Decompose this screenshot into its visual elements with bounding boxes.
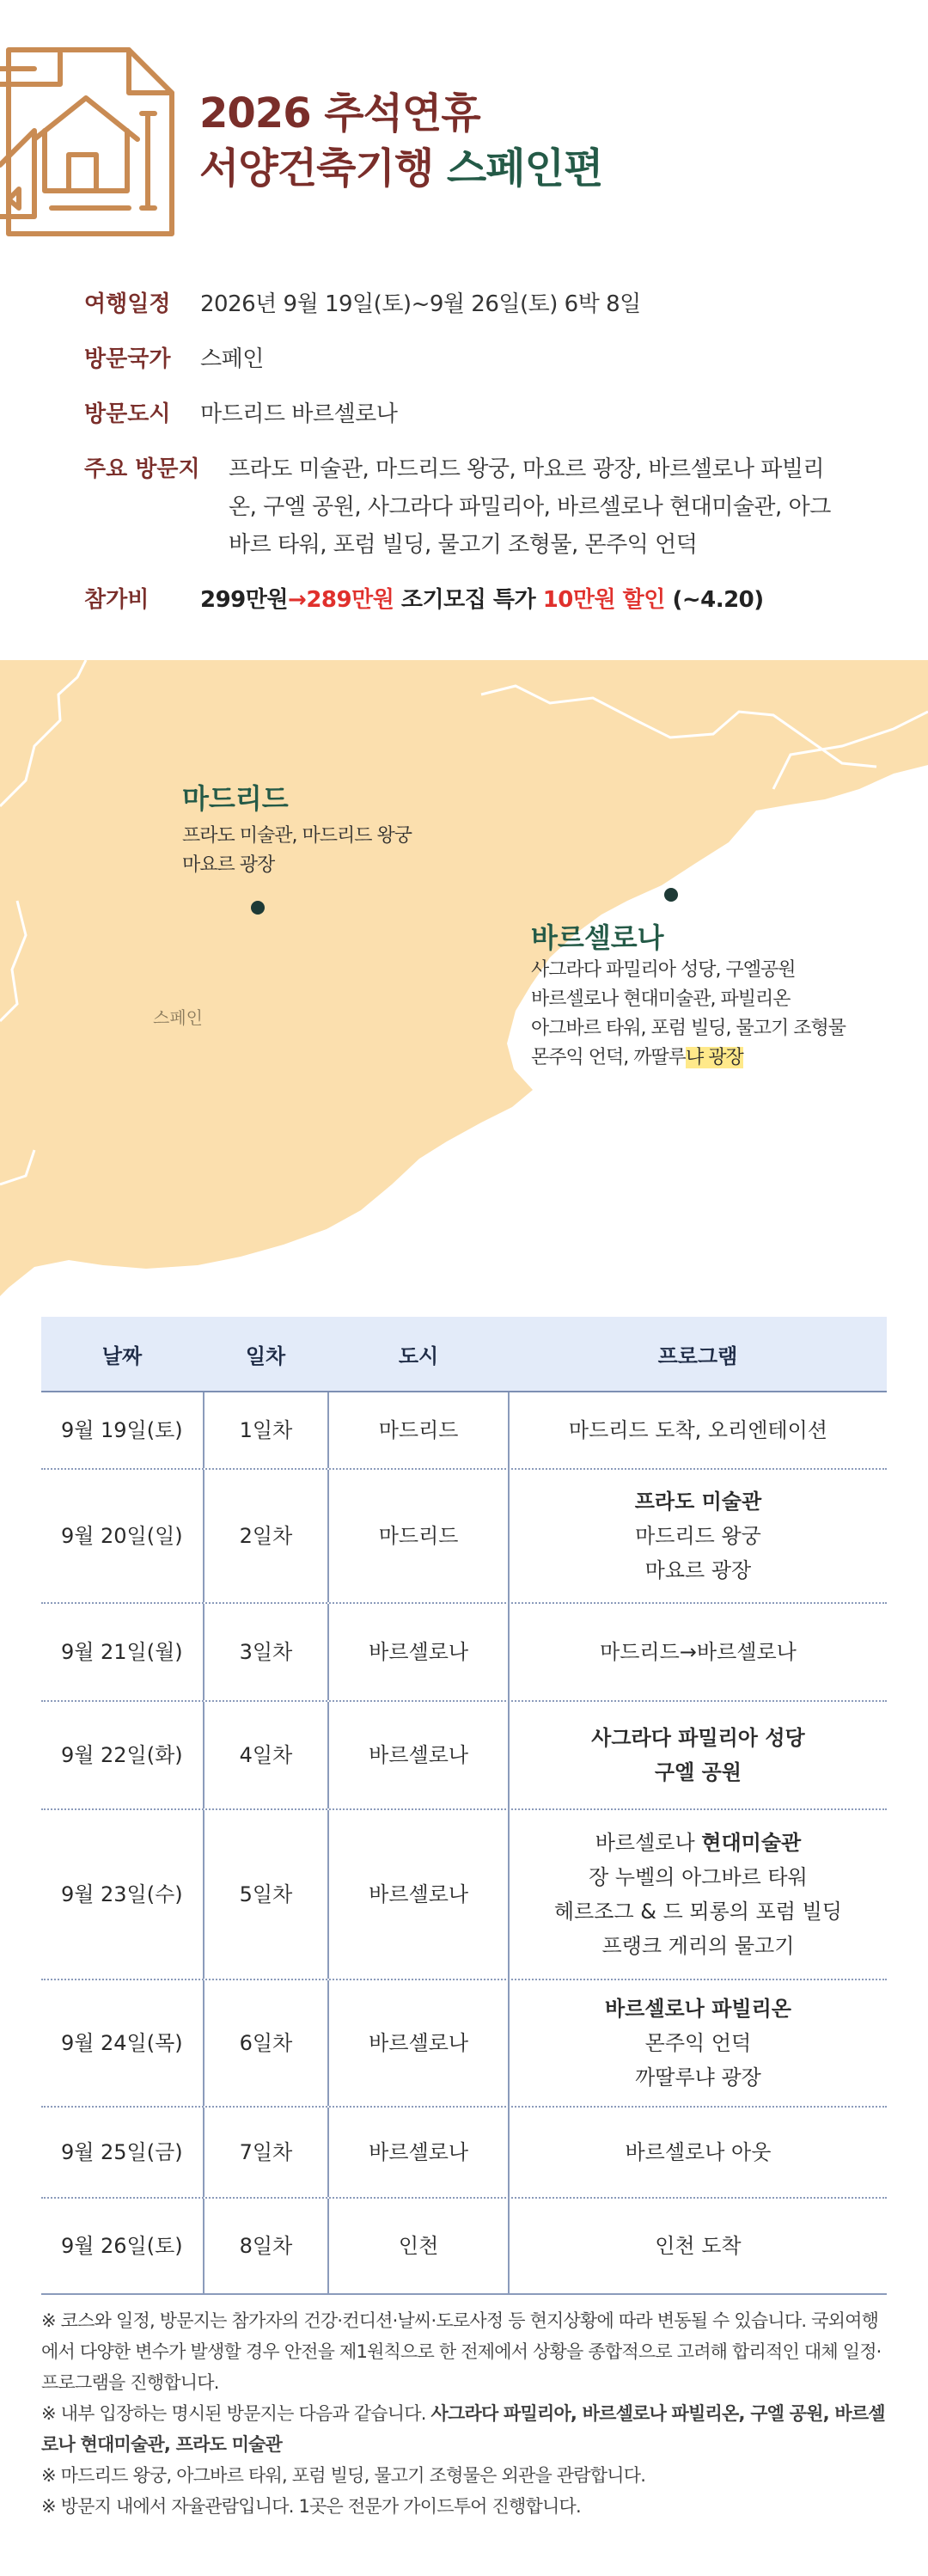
fee-value: [200, 581, 764, 619]
cell-day: 5일차: [203, 1810, 330, 1979]
info-period: [84, 285, 858, 323]
info-fee: [84, 581, 858, 619]
period-label: 여행일정: [84, 291, 171, 317]
cell-program: [510, 2199, 887, 2293]
header-city: 도시: [398, 1343, 439, 1368]
table-row: [41, 1980, 887, 2108]
cell-date: 9월 21일(월): [60, 1640, 183, 1664]
note-2-text: ※ 내부 입장하는 명시된 방문지는 다음과 같습니다.: [41, 2403, 431, 2424]
program-line: 바르셀로나 파빌리온: [604, 1997, 791, 2021]
barcelona-desc-line: [531, 1043, 846, 1073]
program-line: 마요르 광장: [644, 1558, 752, 1582]
sites-line: 온, 구엘 공원, 사그라다 파밀리아, 바르셀로나 현대미술관, 아그: [229, 494, 831, 520]
cell-city: 바르셀로나: [329, 1702, 510, 1808]
cell-city: 마드리드: [329, 1392, 510, 1468]
schedule-table: [41, 1317, 887, 2295]
fee-old: 299만원: [200, 587, 289, 613]
title-line-2b: 스페인편: [446, 144, 603, 193]
program-line: 헤르조그 & 드 뫼롱의 포럼 빌딩: [553, 1900, 842, 1924]
program-line: 인천 도착: [655, 2234, 742, 2258]
fee-new: 289만원: [306, 587, 394, 613]
info-sites: [84, 450, 858, 564]
table-row: [41, 1604, 887, 1702]
country-label: 방문국가: [84, 346, 171, 372]
cell-city: 바르셀로나: [329, 1604, 510, 1700]
route-map: [0, 660, 928, 1296]
barcelona-desc-line-4b: 냐 광장: [686, 1047, 743, 1068]
program-line-b: 현대미술관: [701, 1831, 802, 1855]
table-row: [41, 1392, 887, 1470]
cell-day: 1일차: [203, 1392, 330, 1468]
madrid-name: 마드리드: [182, 782, 289, 815]
program-line: 몬주익 언덕: [644, 2031, 752, 2055]
program-line: 마드리드 도착, 오리엔테이션: [568, 1418, 827, 1442]
note-3: ※ 마드리드 왕궁, 아그바르 타워, 포럼 빌딩, 물고기 조형물은 외관을 관람합니다.: [41, 2465, 646, 2486]
program-line: 사그라다 파밀리아 성당: [591, 1726, 805, 1750]
barcelona-desc-line: 아그바르 타워, 포럼 빌딩, 물고기 조형물: [531, 1018, 846, 1039]
fee-arrow: →: [288, 587, 307, 613]
program-line: 구엘 공원: [654, 1760, 742, 1784]
note-2: [41, 2398, 887, 2460]
fee-until: (~4.20): [664, 587, 764, 613]
cell-date: 9월 20일(일): [60, 1524, 183, 1548]
note-2-sites: 사그라다 파밀리아, 바르셀로나 파빌리온, 구엘 공원, 바르셀로나 현대미술관, 프라도 미술관: [41, 2403, 885, 2455]
architecture-blueprint-icon: [0, 45, 176, 239]
cell-program: [510, 1392, 887, 1468]
note-4: ※ 방문지 내에서 자율관람입니다. 1곳은 전문가 가이드투어 진행합니다.: [41, 2496, 581, 2517]
cell-date: 9월 23일(수): [60, 1882, 183, 1906]
table-row: [41, 2199, 887, 2295]
cell-program: [510, 2108, 887, 2197]
program-line: 바르셀로나 아웃: [625, 2140, 772, 2164]
sites-value: [229, 450, 831, 564]
barcelona-name: 바르셀로나: [531, 921, 664, 954]
info-cities: [84, 395, 858, 433]
cell-day: 2일차: [203, 1470, 330, 1602]
cell-city: 바르셀로나: [329, 1810, 510, 1979]
barcelona-desc: [531, 956, 846, 1073]
header-day: 일차: [245, 1343, 286, 1368]
program-line: 프라도 미술관: [634, 1490, 762, 1514]
table-row: [41, 1702, 887, 1810]
title-line-2a: 서양건축기행: [199, 144, 447, 193]
title-line-2: [199, 141, 602, 196]
cell-date: 9월 19일(토): [60, 1418, 183, 1442]
cell-day: 8일차: [203, 2199, 330, 2293]
fee-label: 참가비: [84, 587, 150, 613]
program-line-a: 바르셀로나: [595, 1831, 702, 1855]
fee-discount: 10만원 할인: [542, 587, 665, 613]
cell-program: [510, 1702, 887, 1808]
cell-date: 9월 26일(토): [60, 2234, 183, 2258]
cell-city: 마드리드: [329, 1470, 510, 1602]
table-header: [41, 1317, 887, 1392]
sites-label: 주요 방문지: [84, 456, 200, 482]
barcelona-desc-line-4a: 몬주익 언덕, 까딸루: [531, 1047, 686, 1068]
barcelona-marker: [664, 888, 678, 902]
cell-program: [510, 1604, 887, 1700]
sites-line: 프라도 미술관, 마드리드 왕궁, 마요르 광장, 바르셀로나 파빌리: [229, 456, 825, 482]
cell-program: [510, 1980, 887, 2106]
info-country: [84, 340, 858, 378]
madrid-marker: [251, 901, 265, 915]
fee-mid: 조기모집 특가: [394, 587, 543, 613]
sites-line: 바르 타워, 포럼 빌딩, 물고기 조형물, 몬주익 언덕: [229, 532, 698, 558]
notes: [41, 2305, 887, 2522]
page-title: [199, 86, 602, 196]
table-row: [41, 1810, 887, 1980]
cell-city: 바르셀로나: [329, 1980, 510, 2106]
cell-city: 인천: [329, 2199, 510, 2293]
program-line: 마드리드 왕궁: [635, 1524, 761, 1548]
cell-date: 9월 24일(목): [60, 2031, 183, 2055]
title-line-1: 2026 추석연휴: [199, 89, 480, 138]
barcelona-desc-line: 사그라다 파밀리아 성당, 구엘공원: [531, 959, 796, 981]
cities-label: 방문도시: [84, 401, 171, 427]
table-row: [41, 1470, 887, 1604]
program-line: [595, 1826, 801, 1860]
period-value: 2026년 9월 19일(토)~9월 26일(토) 6박 8일: [200, 291, 641, 317]
program-line: 마드리드→바르셀로나: [600, 1640, 797, 1664]
country-value: 스페인: [200, 346, 264, 372]
cell-day: 4일차: [203, 1702, 330, 1808]
cell-day: 3일차: [203, 1604, 330, 1700]
cell-day: 6일차: [203, 1980, 330, 2106]
cell-day: 7일차: [203, 2108, 330, 2197]
cell-city: 바르셀로나: [329, 2108, 510, 2197]
header-date: 날짜: [101, 1343, 143, 1368]
note-1: ※ 코스와 일정, 방문지는 참가자의 건강·컨디션·날씨·도로사정 등 현지상황에 따라 변동될 수 있습니다. 국외여행에서 다양한 변수가 발생할 경우 안전을 제1원칙으로 한 전제에서 상황을 종합적으로 고려해 합리적인 대체 일정·프로그램을 진행합니다.: [41, 2310, 882, 2393]
madrid-desc-line: 프라도 미술관, 마드리드 왕궁: [182, 825, 412, 847]
program-line: 까딸루냐 광장: [635, 2065, 761, 2090]
table-row: [41, 2108, 887, 2199]
program-line: 장 누벨의 아그바르 타워: [589, 1865, 808, 1889]
header-program: 프로그램: [657, 1343, 738, 1368]
cell-date: 9월 25일(금): [60, 2140, 183, 2164]
cell-program: [510, 1470, 887, 1602]
trip-info: [84, 285, 858, 636]
cell-program: [510, 1810, 887, 1979]
madrid-desc-line: 마요르 광장: [182, 854, 275, 876]
country-label-spain: 스페인: [153, 1007, 203, 1028]
cities-value: 마드리드 바르셀로나: [200, 401, 398, 427]
madrid-desc: [182, 822, 412, 880]
barcelona-desc-line: 바르셀로나 현대미술관, 파빌리온: [531, 988, 791, 1010]
cell-date: 9월 22일(화): [60, 1743, 183, 1767]
program-line: 프랭크 게리의 물고기: [601, 1934, 795, 1958]
